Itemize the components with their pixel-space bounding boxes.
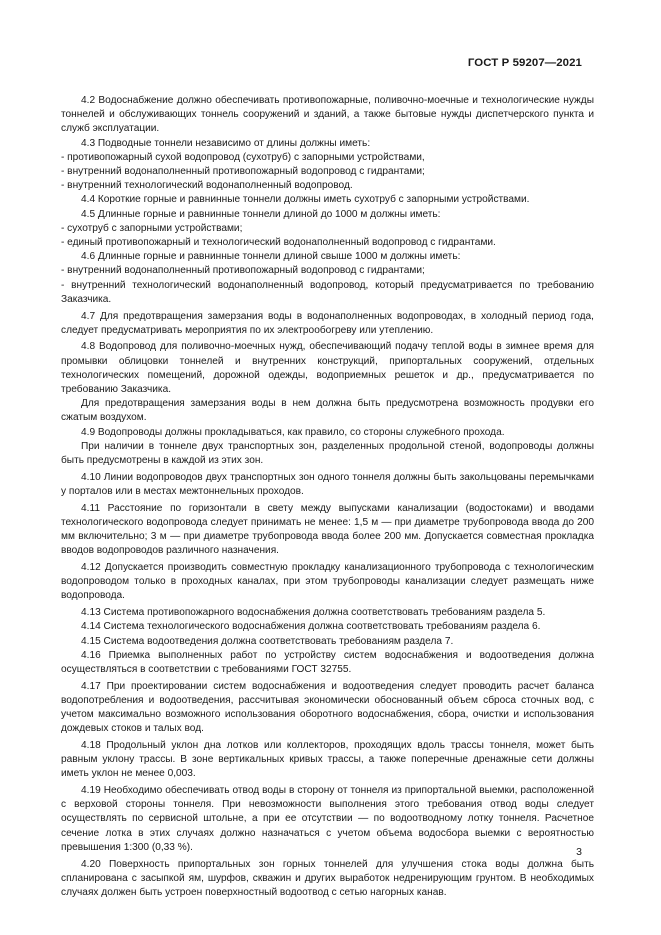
- paragraph: 4.15 Система водоотведения должна соответствовать требованиям раздела 7.: [81, 635, 454, 647]
- list-item: - внутренний водонаполненный противопожарный водопровод с гидрантами;: [61, 166, 425, 178]
- paragraph: 4.18 Продольный уклон дна лотков или коллекторов, проходящих вдоль трассы тоннеля, может быть равным уклону трассы. В зоне вертикальных кривых трассы, а также поперечные дренажные сети должны иметь уклон не менее 0,003.: [61, 739, 594, 780]
- list-item: - внутренний технологический водонаполненный водопровод.: [61, 180, 353, 192]
- paragraph: 4.6 Длинные горные и равнинные тоннели длиной свыше 1000 м должны иметь:: [81, 251, 461, 263]
- paragraph: 4.19 Необходимо обеспечивать отвод воды в сторону от тоннеля из припортальной выемки, расположенной с верховой стороны тоннеля. При невозможности выполнения этого требования отвод воды следует осуществлять по сервисной штольне, а при ее отсутствии — по водоотводному лотку тоннеля. Расчетное сечение лотка в этих случаях должно назначаться с учетом объема водосбора выемки с вероятностью превышения 1:300 (0,33 %).: [61, 785, 594, 853]
- paragraph: 4.17 При проектировании систем водоснабжения и водоотведения следует проводить расчет баланса водопотребления и водоотведения, рассчитывая экономически обоснованный объем сброса сточных вод, с учетом максимально возможного использования оборотного водоснабжения, сбора, очистки и использования дождевых стоков и талых вод.: [61, 680, 594, 735]
- paragraph: 4.9 Водопроводы должны прокладываться, как правило, со стороны служебного прохода.: [81, 426, 505, 438]
- paragraph: При наличии в тоннеле двух транспортных зон, разделенных продольной стеной, водопроводы должны быть предусмотрены в каждой из этих зон.: [61, 440, 594, 467]
- paragraph: 4.13 Система противопожарного водоснабжения должна соответствовать требованиям раздела 5.: [81, 607, 546, 619]
- paragraph: 4.2 Водоснабжение должно обеспечивать противопожарные, поливочно-моечные и технологические нужды тоннелей и обслуживающих тоннель сооружений и зданий, а также бытовые нужды диспетчерского пункта и служб эксплуатации.: [61, 95, 594, 135]
- paragraph: 4.11 Расстояние по горизонтали в свету между выпусками канализации (водостоками) и вводами технологического водопровода следует принимать не менее: 1,5 м — при диаметре трубопровода ввода до 200 мм включительно; 3 м — при диаметре трубопровода ввода более 200 мм. Допускается совместная прокладка вводов водопроводов различного назначения.: [61, 502, 594, 557]
- paragraph: 4.7 Для предотвращения замерзания воды в водонаполненных водопроводах, в холодный период года, следует предусматривать мероприятия по их электрообогреву или утеплению.: [61, 310, 594, 336]
- paragraph: 4.16 Приемка выполненных работ по устройству систем водоснабжения и водоотведения должна осуществляться в соответствии с требованиями ГОСТ 32755.: [61, 649, 594, 675]
- list-item: - единый противопожарный и технологический водонаполненный водопровод с гидрантами.: [61, 237, 496, 249]
- paragraph: 4.5 Длинные горные и равнинные тоннели длиной до 1000 м должны иметь:: [81, 208, 441, 220]
- paragraph: Для предотвращения замерзания воды в нем должна быть предусмотрена возможность продувки его сжатым воздухом.: [61, 398, 594, 424]
- document-code: ГОСТ Р 59207—2021: [467, 57, 582, 69]
- document-body: [61, 94, 594, 900]
- list-item: - внутренний технологический водонаполненный водопровод, который предусматривается по требованию Заказчика.: [61, 279, 594, 305]
- paragraph: 4.20 Поверхность припортальных зон горных тоннелей для улучшения стока воды должна быть спланирована с засыпкой ям, шурфов, скважин и других выработок недренирующим грунтом. В необходимых случаях должен быть устроен поверхностный водоотвод с сетью нагорных канав.: [61, 858, 594, 898]
- paragraph: 4.8 Водопровод для поливочно-моечных нужд, обеспечивающий подачу теплой воды в зимнее время для промывки облицовки тоннелей и внутренних конструкций, припортальных сооружений, отдельных технологических помещений, дорожной одежды, водоприемных решеток и др., предусматривается по требованию Заказчика.: [61, 341, 594, 396]
- list-item: - внутренний водонаполненный противопожарный водопровод с гидрантами;: [61, 265, 425, 277]
- list-item: - сухотруб с запорными устройствами;: [61, 222, 243, 234]
- paragraph: 4.3 Подводные тоннели независимо от длины должны иметь:: [81, 137, 371, 149]
- paragraph: 4.14 Система технологического водоснабжения должна соответствовать требованиям раздела 6.: [81, 621, 541, 633]
- paragraph: 4.10 Линии водопроводов двух транспортных зон одного тоннеля должны быть закольцованы перемычками у порталов или в местах межтоннельных проходов.: [61, 471, 594, 497]
- page-number: 3: [576, 846, 582, 858]
- paragraph: 4.12 Допускается производить совместную прокладку канализационного трубопровода с технологическим водопроводом только в проходных каналах, при этом трубопроводы канализации следует размещать ниже водопровода.: [61, 562, 594, 602]
- paragraph: 4.4 Короткие горные и равнинные тоннели должны иметь сухотруб с запорными устройствами.: [81, 194, 530, 206]
- list-item: - противопожарный сухой водопровод (сухотруб) с запорными устройствами,: [61, 151, 425, 163]
